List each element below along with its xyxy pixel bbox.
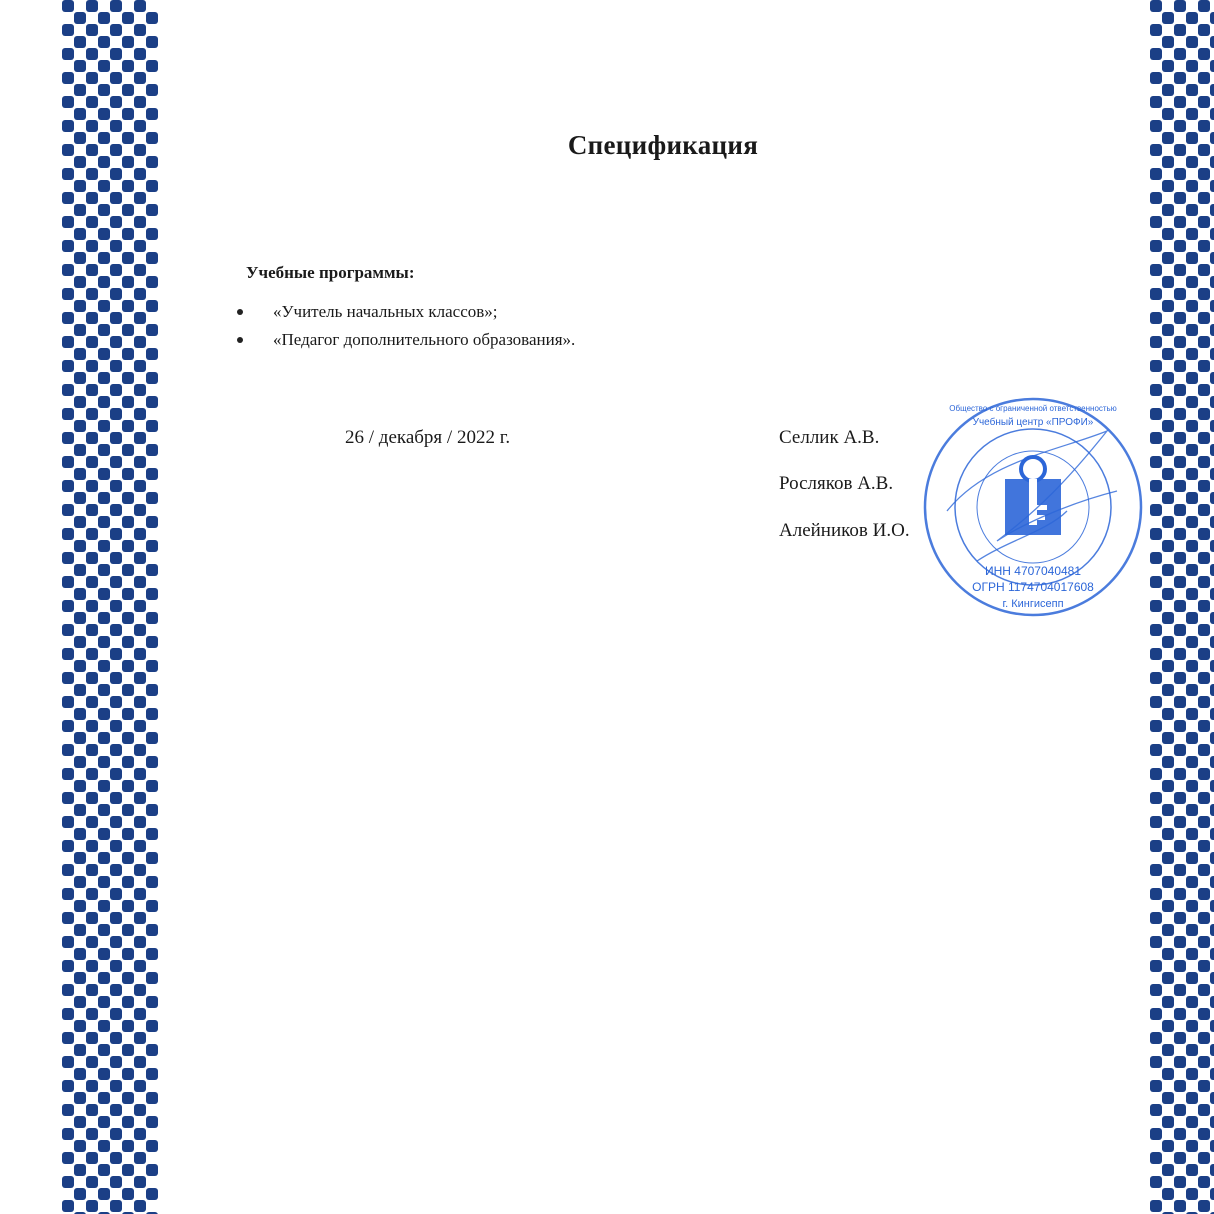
signatory-name: Алейников И.О.: [779, 520, 910, 541]
bullet-icon: [237, 309, 243, 315]
programs-list: [236, 298, 575, 354]
programs-heading: Учебные программы:: [246, 263, 415, 282]
key-icon: [1005, 457, 1061, 535]
stamp-inner-text: Учебный центр «ПРОФИ»: [972, 417, 1094, 428]
program-name: «Педагог дополнительного образования».: [273, 330, 576, 349]
company-stamp: [917, 391, 1149, 623]
decorative-border-right: [1150, 0, 1214, 1214]
program-name: «Учитель начальных классов»;: [273, 302, 498, 321]
list-item: [236, 326, 575, 354]
bullet-icon: [237, 337, 243, 343]
page-title: Спецификация: [567, 130, 759, 160]
list-item: [236, 298, 575, 326]
stamp-outer-text: Общество с ограниченной ответственностью: [949, 404, 1117, 413]
signatory-name: Селлик А.В.: [779, 427, 880, 448]
document-date: 26 / декабря / 2022 г.: [345, 427, 511, 448]
stamp-inn: ИНН 4707040481: [984, 564, 1082, 578]
stamp-city: г. Кингисепп: [1002, 598, 1064, 610]
signatory-name: Росляков А.В.: [779, 473, 894, 494]
stamp-ogrn: ОГРН 1174704017608: [972, 580, 1094, 594]
decorative-border-left: [62, 0, 158, 1214]
